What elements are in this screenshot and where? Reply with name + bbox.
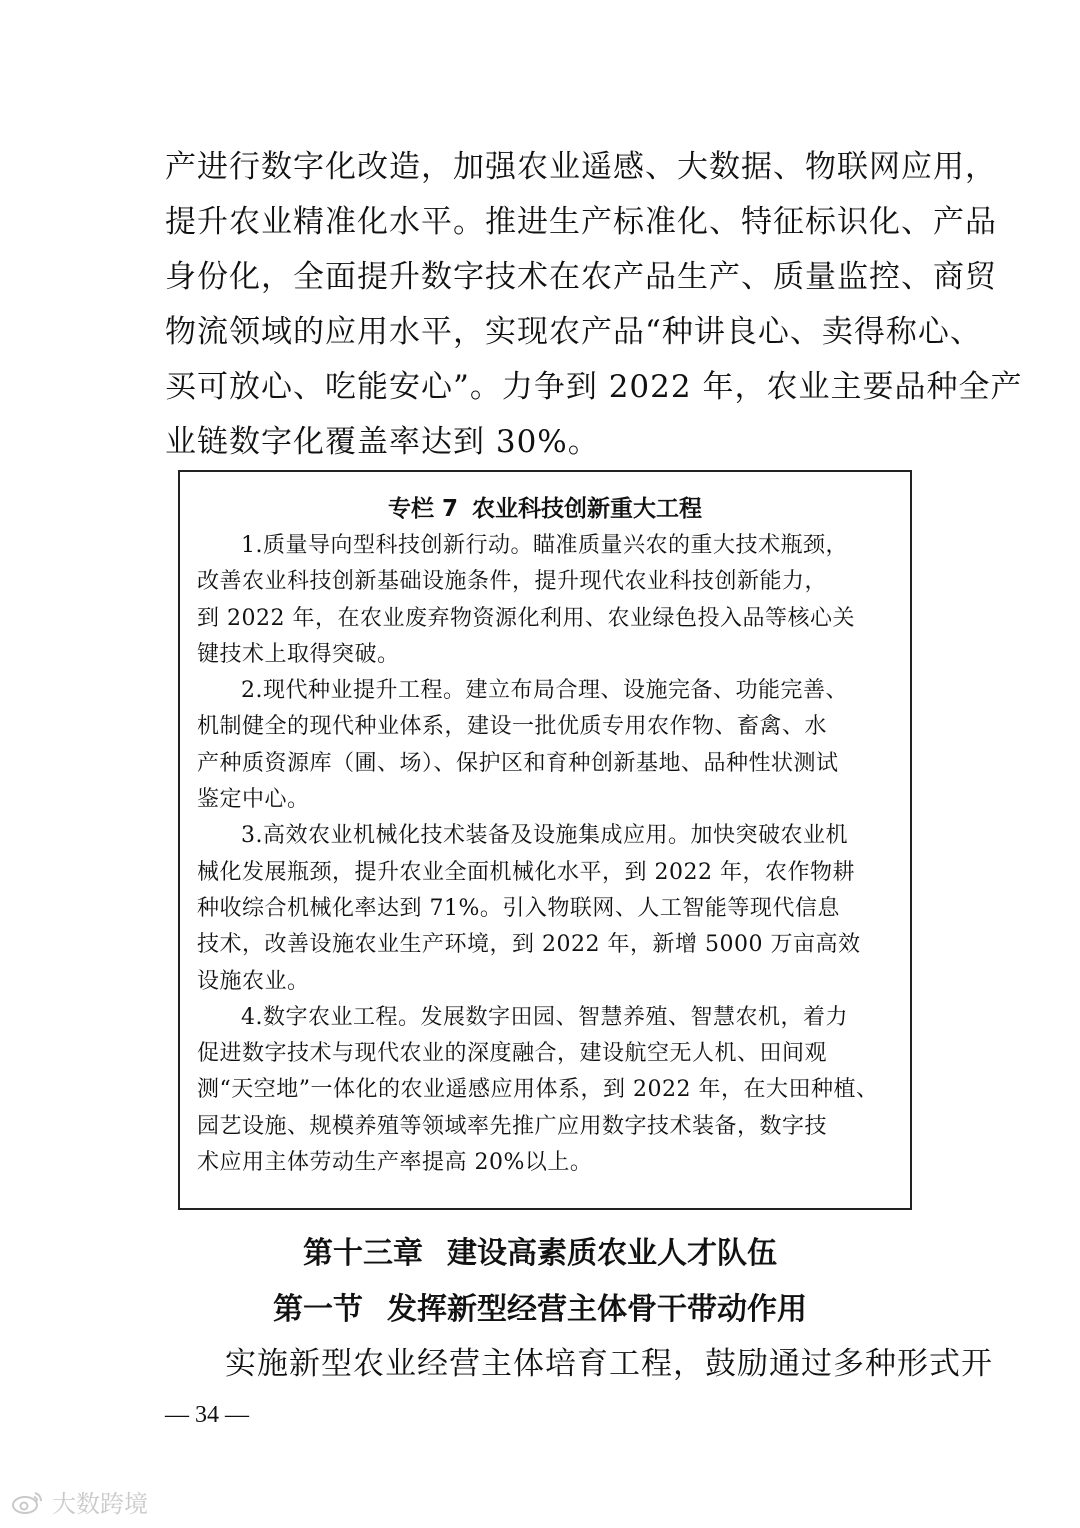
box-line: 设施农业。 — [197, 968, 310, 994]
section-number: 第一节 — [273, 1292, 363, 1327]
chapter-title: 建设高素质农业人才队伍 — [447, 1236, 777, 1271]
box-line: 2.现代种业提升工程。建立布局合理、设施完备、功能完善、 — [241, 678, 848, 704]
box-line: 1.质量导向型科技创新行动。瞄准质量兴农的重大技术瓶颈， — [241, 533, 848, 558]
box-line: 产种质资源库（圃、场）、保护区和育种创新基地、品种性状测试 — [197, 750, 839, 776]
box-line: 械化发展瓶颈，提升农业全面机械化水平，到 2022 年，农作物耕 — [197, 859, 855, 885]
special-column-box — [178, 470, 912, 1210]
box-title — [180, 490, 910, 523]
box-label: 专栏 7 — [387, 496, 458, 522]
box-line: 键技术上取得突破。 — [197, 641, 400, 667]
box-line: 到 2022 年，在农业废弃物资源化利用、农业绿色投入品等核心关 — [197, 605, 855, 631]
paragraph-line: 提升农业精准化水平。推进生产标准化、特征标识化、产品 — [165, 204, 997, 240]
weibo-logo-icon — [10, 1488, 46, 1516]
box-line: 测“天空地”一体化的农业遥感应用体系，到 2022 年，在大田种植、 — [197, 1077, 879, 1103]
paragraph-line: 业链数字化覆盖率达到 30%。 — [165, 424, 600, 460]
watermark-text: 大数跨境 — [52, 1490, 148, 1518]
paragraph-line: 产进行数字化改造，加强农业遥感、大数据、物联网应用， — [165, 149, 997, 185]
paragraph-start: 实施新型农业经营主体培育工程，鼓励通过多种形式开 — [225, 1346, 993, 1382]
box-line: 改善农业科技创新基础设施条件，提升现代农业科技创新能力， — [197, 569, 828, 595]
box-line: 术应用主体劳动生产率提高 20%以上。 — [197, 1150, 593, 1176]
box-line: 机制健全的现代种业体系，建设一批优质专用农作物、畜禽、水 — [197, 714, 828, 740]
box-line: 园艺设施、规模养殖等领域率先推广应用数字技术装备，数字技 — [197, 1113, 828, 1139]
box-line: 3.高效农业机械化技术装备及设施集成应用。加快突破农业机 — [241, 823, 848, 849]
chapter-heading — [0, 1228, 1080, 1272]
watermark — [10, 1484, 148, 1519]
box-line: 技术，改善设施农业生产环境，到 2022 年，新增 5000 万亩高效 — [197, 932, 861, 958]
box-line: 鉴定中心。 — [197, 787, 310, 813]
box-title-text: 农业科技创新重大工程 — [472, 496, 702, 522]
paragraph-line: 买可放心、吃能安心”。力争到 2022 年，农业主要品种全产 — [165, 369, 1023, 405]
section-heading — [0, 1284, 1080, 1328]
box-line: 种收综合机械化率达到 71%。引入物联网、人工智能等现代信息 — [197, 895, 840, 921]
paragraph-line: 身份化，全面提升数字技术在农产品生产、质量监控、商贸 — [165, 259, 997, 295]
page-number: — 34 — — [165, 1402, 249, 1428]
box-body — [197, 528, 897, 1181]
box-line: 4.数字农业工程。发展数字田园、智慧养殖、智慧农机，着力 — [241, 1004, 848, 1030]
paragraph-line: 物流领域的应用水平，实现农产品“种讲良心、卖得称心、 — [165, 314, 982, 350]
box-line: 促进数字技术与现代农业的深度融合，建设航空无人机、田间观 — [197, 1041, 828, 1067]
section-title: 发挥新型经营主体骨干带动作用 — [387, 1292, 807, 1327]
chapter-number: 第十三章 — [303, 1236, 423, 1271]
intro-paragraph — [165, 140, 1023, 470]
